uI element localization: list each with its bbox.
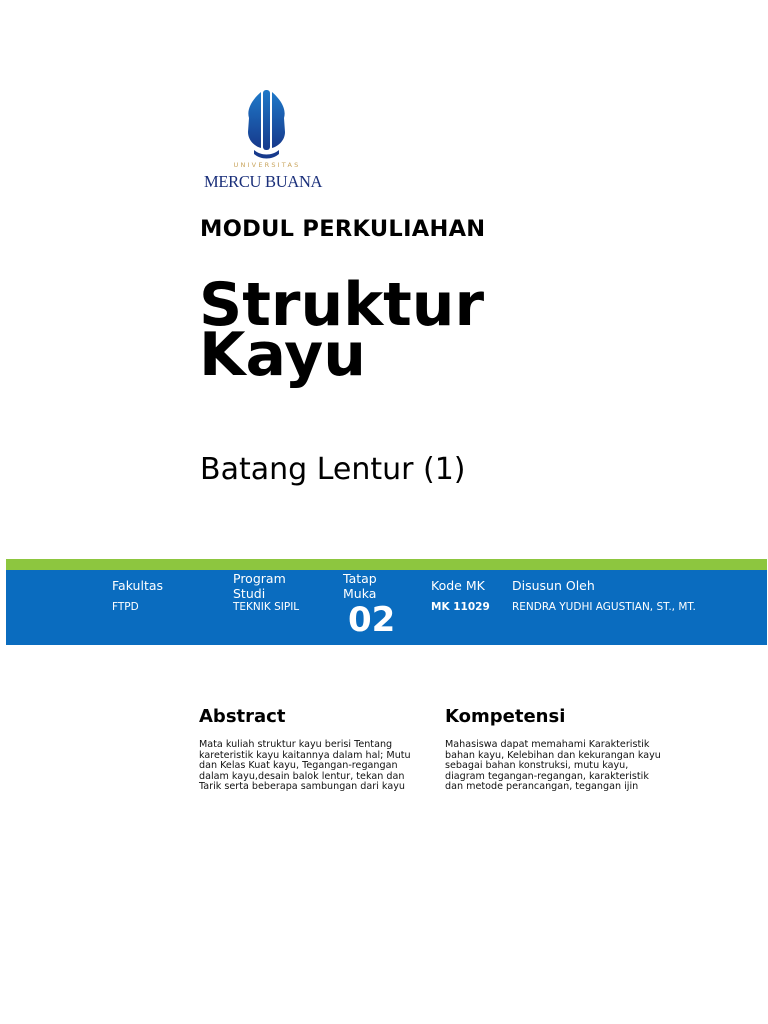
green-stripe bbox=[6, 559, 767, 570]
disusun-value: RENDRA YUDHI AGUSTIAN, ST., MT. bbox=[512, 601, 696, 613]
logo-university-label: UNIVERSITAS bbox=[233, 161, 301, 169]
kompetensi-title: Kompetensi bbox=[445, 706, 566, 727]
abstract-title: Abstract bbox=[199, 706, 286, 727]
kode-label: Kode MK bbox=[431, 578, 485, 593]
module-subtitle: Batang Lentur (1) bbox=[200, 452, 466, 487]
university-logo bbox=[199, 88, 334, 193]
program-label: Program Studi bbox=[233, 571, 286, 601]
course-title: Struktur Kayu bbox=[199, 270, 485, 390]
tatap-label: Tatap Muka bbox=[343, 571, 377, 601]
fakultas-label: Fakultas bbox=[112, 578, 164, 593]
abstract-text: Mata kuliah struktur kayu berisi Tentang kareteristik kayu kaitannya dalam hal; Mutu dan Kelas Kuat kayu, Tegangan-regangan dalam kayu,desain balok lentur, tekan dan Tarik serta beberapa sambungan dari kayu bbox=[199, 739, 411, 793]
module-heading: MODUL PERKULIAHAN bbox=[200, 216, 486, 242]
program-value: TEKNIK SIPIL bbox=[233, 601, 300, 613]
logo-name: MERCU BUANA bbox=[204, 172, 323, 191]
logo-emblem-icon bbox=[199, 88, 334, 168]
fakultas-value: FTPD bbox=[112, 601, 139, 613]
kompetensi-text: Mahasiswa dapat memahami Karakteristik bahan kayu, Kelebihan dan kekurangan kayu sebagai bahan konstruksi, mutu kayu, diagram tegangan-regangan, karakteristik dan metode perancangan, tegangan ijin bbox=[445, 739, 661, 793]
kode-value: MK 11029 bbox=[431, 601, 490, 613]
disusun-label: Disusun Oleh bbox=[512, 578, 595, 593]
tatap-value: 02 bbox=[348, 600, 396, 640]
